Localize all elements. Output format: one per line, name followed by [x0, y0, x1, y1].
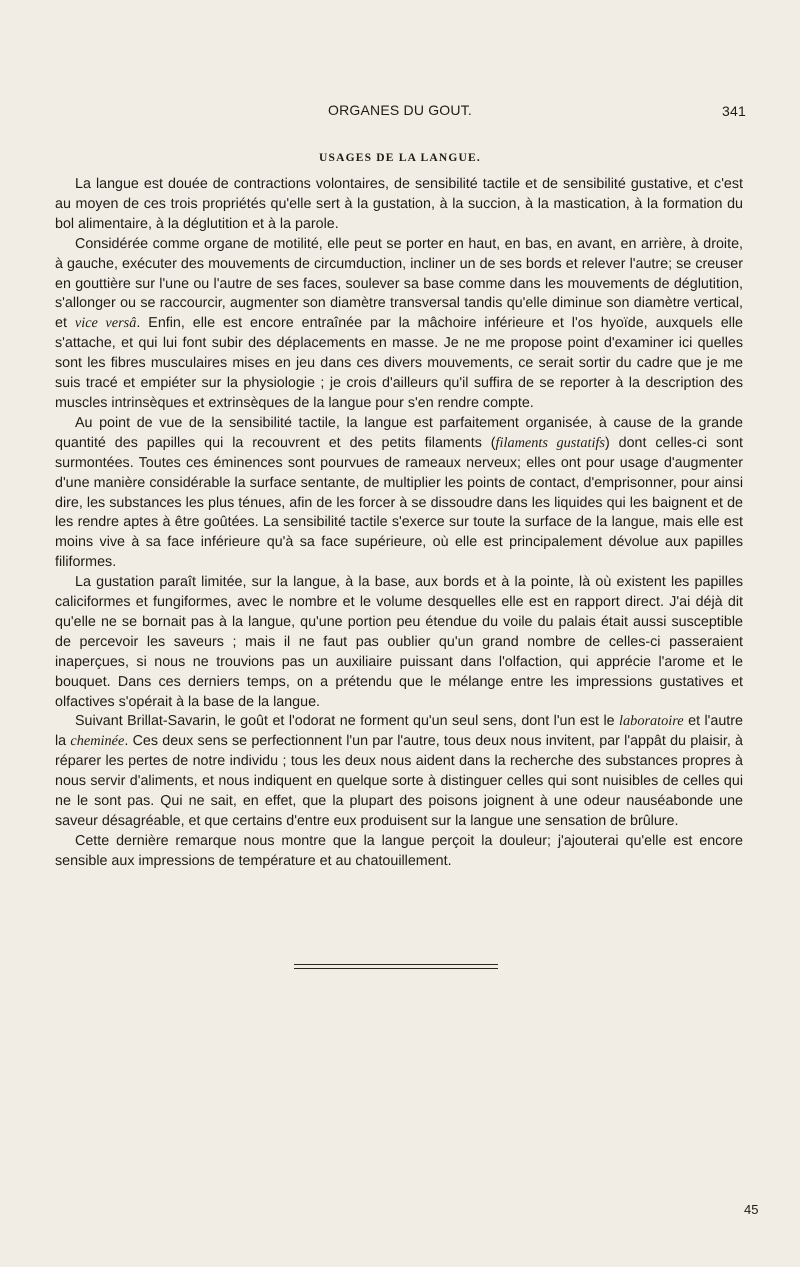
page-number: 341 — [722, 103, 746, 119]
text-run: La langue est douée de contractions volontaires, de sensibilité tactile et de sensibilité gustative, et c'est au moyen de ces trois propriétés qu'elle sert à la gustation, à la succion, à la mastication, à la formation du bol alimentaire, à la déglutition et à la parole. — [55, 176, 743, 232]
text-run: . Enfin, elle est encore entraînée par la mâchoire inférieure et l'os hyoïde, auxquels elle s'attache, et qui lui font subir des déplacements en masse. Je ne me propose point d'examiner ici quelles sont les fibres musculaires mises en jeu dans ces divers mouvements, ce serait sortir du cadre que je me suis tracé et empiéter sur la physiologie ; je crois d'ailleurs qu'il suffira de se reporter à la description des muscles intrinsèques et extrinsèques de la langue pour s'en rendre compte. — [55, 315, 743, 411]
running-title: ORGANES DU GOUT. — [328, 102, 472, 118]
text-run: Considérée comme organe de motilité, elle peut se porter en haut, en bas, en avant, en arrière, à droite, à gauche, exécuter des mouvements de circumduction, incliner un de ses bords et relever l'autre; se creuser en gouttière sur l'une ou l'autre de ses faces, soulever sa base comme dans les mouvements de déglutition, s'allonger ou se raccourcir, augmenter son diamètre transversal tandis qu'elle diminue son diamètre vertical, et — [55, 235, 743, 332]
italic-term: cheminée — [70, 733, 125, 750]
closing-rule — [294, 964, 498, 965]
text-run: . Ces deux sens se perfectionnent l'un par l'autre, tous deux nous invitent, par l'appât du plaisir, à réparer les pertes de notre individu ; tous les deux nous aident dans la recherche des substances propres à nous servir d'aliments, et nous indiquent en quelque sorte à distinguer celles qui sont nuisibles de celles qui ne le sont pas. Qui ne sait, en effet, que la plupart des poisons joignent à une odeur nauséabonde une saveur désagréable, et que certains d'entre eux produisent sur la langue une sensation de brûlure. — [55, 733, 743, 829]
body-text — [55, 175, 743, 872]
paragraph — [55, 573, 743, 712]
italic-term: vice versâ — [74, 315, 137, 332]
text-run: La gustation paraît limitée, sur la langue, à la base, aux bords et à la pointe, là où existent les papilles caliciformes et fungiformes, avec le nombre et le volume desquelles elle est en rapport direct. J'ai déjà dit qu'elle ne se bornait pas à la langue, qu'une portion peu étendue du voile du palais était aussi susceptible de percevoir les saveurs ; mais il ne faut pas oublier qu'un grand nombre de celles-ci passeraient inaperçues, si nous ne trouvions pas un auxiliaire puissant dans l'olfaction, qui apprécie l'arome et le bouquet. Dans ces derniers temps, on a prétendu que le mélange entre les impressions gustatives et olfactives s'opérait à la base de la langue. — [55, 574, 743, 710]
running-head — [54, 102, 746, 122]
text-run: Cette dernière remarque nous montre que la langue perçoit la douleur; j'ajouterai qu'elle est encore sensible aux impressions de température et au chatouillement. — [55, 832, 743, 869]
text-run: et l'autre la — [55, 713, 743, 750]
section-heading: USAGES DE LA LANGUE. — [318, 152, 482, 164]
printer-signature: 45 — [744, 1202, 759, 1217]
italic-term: filaments gustatifs — [495, 434, 605, 451]
text-run: Au point de vue de la sensibilité tactile, la langue est parfaitement organisée, à cause de la grande quantité des papilles qui la recouvrent et des petits filaments ( — [55, 414, 743, 451]
text-run: ) dont celles-ci sont surmontées. Toutes ces éminences sont pourvues de rameaux nerveux; elles ont pour usage d'augmenter d'une manière considérable la surface sentante, de multiplier les points de contact, d'emprisonner, pour ainsi dire, les substances les plus ténues, afin de les forcer à se dissoudre dans les liquides qui les baignent et de les rendre aptes à être goûtées. La sensibilité tactile s'exerce sur toute la surface de la langue, mais elle est moins vive à sa face inférieure qu'à sa face supérieure, où elle est principalement dévolue aux papilles filiformes. — [55, 434, 743, 571]
paragraph — [55, 832, 743, 872]
paragraph — [55, 235, 743, 414]
paragraph — [55, 175, 743, 235]
text-run: Suivant Brillat-Savarin, le goût et l'odorat ne forment qu'un seul sens, dont l'un est le — [75, 713, 620, 730]
paragraph — [55, 414, 743, 573]
italic-term: laboratoire — [619, 713, 684, 730]
paragraph — [55, 712, 743, 831]
